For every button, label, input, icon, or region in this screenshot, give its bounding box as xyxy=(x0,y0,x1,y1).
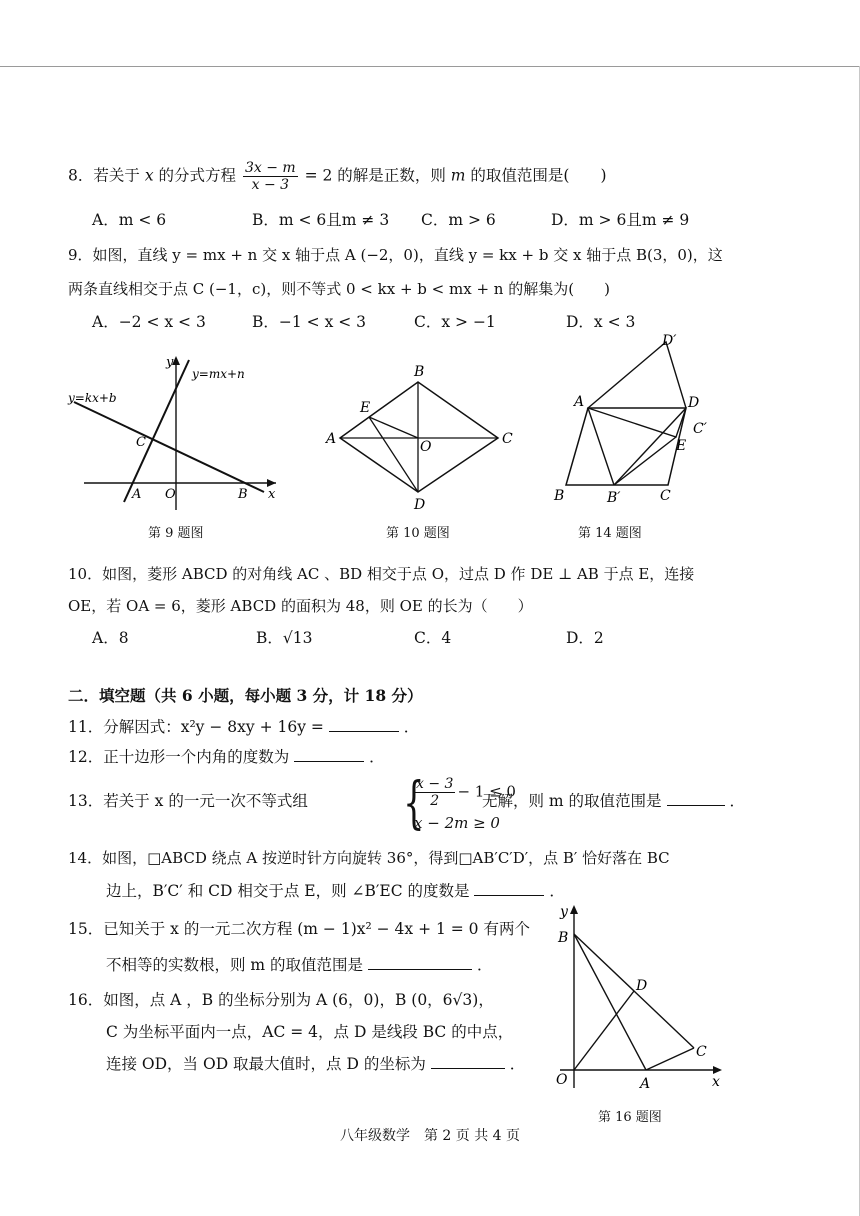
q11-text: 11．分解因式：x²y − 8xy + 16y = xyxy=(68,718,324,736)
q13-ineq2: x − 2m ≥ 0 xyxy=(414,814,500,832)
q13-answer-blank[interactable] xyxy=(667,791,725,806)
question-12 xyxy=(68,746,385,768)
q8-frac-den: x − 3 xyxy=(251,177,290,193)
q16-answer-blank[interactable] xyxy=(431,1054,505,1069)
fig14-caption: 第 14 题图 xyxy=(578,526,642,541)
fig16-caption: 第 16 题图 xyxy=(598,1110,662,1125)
q15-line1: 15．已知关于 x 的一元二次方程 (m − 1)x² − 4x + 1 = 0 有两个 xyxy=(68,920,530,938)
q9-line2: 两条直线相交于点 C (−1，c)，则不等式 0 < kx + b < mx + n 的解集为( ) xyxy=(68,280,610,298)
q8-prefix: 8．若关于 xyxy=(68,166,140,185)
q8-suffix: 的取值范围是( ) xyxy=(470,166,607,185)
q16-line1: 16．如图，点 A ，B 的坐标分别为 A (6，0)，B (0，6√3)， xyxy=(68,991,494,1009)
fig9-label-c: C xyxy=(136,435,146,450)
q9-option-b: B．−1 < x < 3 xyxy=(252,313,367,331)
fig9-label-y: y xyxy=(166,355,174,370)
fig10-label-o: O xyxy=(420,439,432,455)
figure-16 xyxy=(548,898,728,1094)
fig10-rhombus xyxy=(340,382,498,492)
fig16-label-d: D xyxy=(636,978,648,994)
q10-line2: OE，若 OA = 6，菱形 ABCD 的面积为 48，则 OE 的长为（ ） xyxy=(68,597,533,615)
q12-end: ． xyxy=(369,748,385,766)
fig10-label-d: D xyxy=(414,497,426,513)
q8-option-a: A．m < 6 xyxy=(92,211,167,229)
fig14-label-a: A xyxy=(574,394,585,410)
fig9-label-o: O xyxy=(165,487,176,502)
q13-ineq1-frac xyxy=(414,776,455,809)
fig9-label-line1: y=mx+n xyxy=(192,367,245,381)
fig16-label-c: C xyxy=(696,1044,707,1060)
fig10-caption: 第 10 题图 xyxy=(386,526,450,541)
q10-option-b: B．√13 xyxy=(256,629,313,647)
q8-frac-num: 3x − m xyxy=(244,160,296,176)
fig14-label-b: B xyxy=(554,488,565,504)
q9-option-d: D．x < 3 xyxy=(566,313,636,331)
q10-option-c: C．4 xyxy=(414,629,452,647)
fig10-label-b: B xyxy=(414,364,425,380)
fig16-label-y: y xyxy=(560,904,568,920)
q15-line2-wrap xyxy=(106,954,492,976)
q13-ineq1-den: 2 xyxy=(430,793,440,809)
q13-suffix: 无解，则 m 的取值范围是 xyxy=(482,792,662,810)
fig14-label-d: D xyxy=(688,395,700,411)
q13-ineq1-num: x − 3 xyxy=(416,776,454,792)
q16-line2: C 为坐标平面内一点，AC = 4，点 D 是线段 BC 的中点， xyxy=(106,1023,514,1041)
fig16-segment-ba xyxy=(574,934,646,1070)
fig9-label-line2: y=kx+b xyxy=(68,391,117,405)
q10-line1: 10．如图，菱形 ABCD 的对角线 AC 、BD 相交于点 O，过点 D 作 DE ⊥ AB 于点 E，连接 xyxy=(68,565,695,583)
q9-option-c: C．x > −1 xyxy=(414,313,496,331)
fig14-label-e: E xyxy=(676,438,687,454)
fig9-line-kxb xyxy=(74,402,264,492)
fig14-label-c-prime: C′ xyxy=(693,421,707,437)
q8-fraction xyxy=(243,160,298,193)
q8-option-d: D．m > 6且m ≠ 9 xyxy=(551,211,690,229)
q15-answer-blank[interactable] xyxy=(368,955,472,970)
fig9-label-a: A xyxy=(132,487,142,502)
page-top-border xyxy=(0,66,860,67)
figure-10 xyxy=(322,358,522,518)
fig14-label-b-prime: B′ xyxy=(607,490,621,506)
section-2-title: 二．填空题（共 6 小题，每小题 3 分，计 18 分） xyxy=(68,686,423,705)
fig10-label-e: E xyxy=(360,400,371,416)
fig14-line-ab-prime xyxy=(588,408,614,485)
q10-option-a: A．8 xyxy=(92,629,129,647)
fig16-label-x: x xyxy=(712,1074,720,1090)
fig10-label-a: A xyxy=(326,431,337,447)
fig16-x-arrow xyxy=(713,1066,722,1074)
q10-option-d: D．2 xyxy=(566,629,604,647)
fig9-x-arrow xyxy=(267,479,276,487)
q14-line2: 边上，B′C′ 和 CD 相交于点 E，则 ∠B′EC 的度数是 xyxy=(106,882,470,900)
figure-9 xyxy=(64,350,284,515)
q8-mid2: = 2 的解是正数，则 xyxy=(304,166,446,185)
fig16-label-o: O xyxy=(556,1072,568,1088)
q11-end: ． xyxy=(403,718,420,736)
q9-line1: 9．如图，直线 y = mx + n 交 x 轴于点 A (−2，0)，直线 y = kx + b 交 x 轴于点 B(3，0)，这 xyxy=(68,246,723,264)
question-8 xyxy=(68,160,607,193)
fig16-label-b: B xyxy=(558,930,569,946)
q13-ineq1-rest: − 1 ≤ 0 xyxy=(457,782,516,801)
q9-option-a: A．−2 < x < 3 xyxy=(92,313,206,331)
figure-14 xyxy=(550,330,720,510)
fig14-label-c: C xyxy=(660,488,671,504)
fig9-label-x: x xyxy=(268,487,276,502)
fig9-label-b: B xyxy=(238,487,248,502)
q8-option-c: C．m > 6 xyxy=(421,211,496,229)
q8-mid1: 的分式方程 xyxy=(158,166,237,185)
q13-end: ． xyxy=(729,792,745,810)
fig16-label-a: A xyxy=(640,1076,651,1092)
q16-line3: 连接 OD，当 OD 取最大值时，点 D 的坐标为 xyxy=(106,1055,426,1073)
q15-end: ． xyxy=(476,956,493,974)
q13-suffix-line xyxy=(482,790,745,812)
page-footer: 八年级数学 第 2 页 共 4 页 xyxy=(339,1128,521,1144)
fig16-y-arrow xyxy=(570,905,578,914)
q14-answer-blank[interactable] xyxy=(474,881,544,896)
q14-end: ． xyxy=(549,882,565,900)
q14-line1: 14．如图，□ABCD 绕点 A 按逆时针方向旋转 36°，得到□AB′C′D′，点 B′ 恰好落在 BC xyxy=(68,849,670,867)
q15-line2: 不相等的实数根，则 m 的取值范围是 xyxy=(106,956,364,974)
q8-var-m: m xyxy=(450,166,466,185)
fig10-label-c: C xyxy=(502,431,513,447)
q12-text: 12．正十边形一个内角的度数为 xyxy=(68,748,290,766)
fig14-line-bp-cp xyxy=(614,437,676,485)
question-11 xyxy=(68,716,419,738)
q14-line2-wrap xyxy=(106,880,565,902)
q8-var-x: x xyxy=(144,166,154,185)
fig9-caption: 第 9 题图 xyxy=(148,526,204,541)
q11-answer-blank[interactable] xyxy=(329,717,399,732)
fig10-line-de xyxy=(369,417,418,492)
q13-brace: { xyxy=(403,771,425,836)
q16-line3-wrap xyxy=(106,1053,525,1075)
fig16-segment-ac xyxy=(646,1048,694,1070)
q13-prefix: 13．若关于 x 的一元一次不等式组 xyxy=(68,792,308,810)
fig14-label-d-prime: D′ xyxy=(662,333,677,349)
q12-answer-blank[interactable] xyxy=(294,747,364,762)
q8-option-b: B．m < 6且m ≠ 3 xyxy=(252,211,390,229)
q16-end: ． xyxy=(509,1055,526,1073)
fig14-parallelogram-abcd xyxy=(566,408,686,485)
